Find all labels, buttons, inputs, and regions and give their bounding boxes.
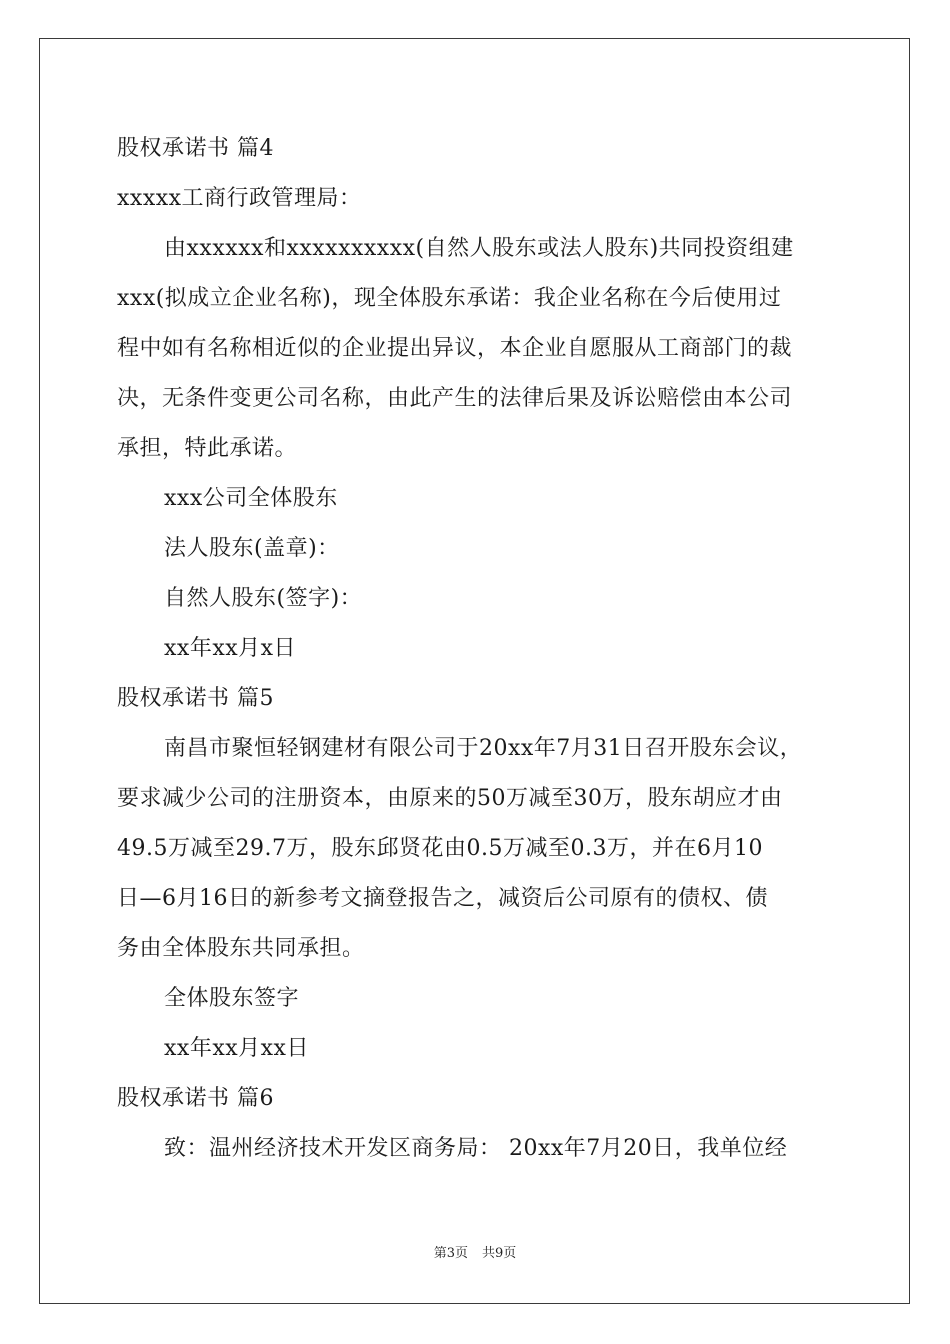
paragraph-line: 由xxxxxx和xxxxxxxxxx(自然人股东或法人股东)共同投资组建 (164, 236, 794, 261)
paragraph-line: 决，无条件变更公司名称，由此产生的法律后果及诉讼赔偿由本公司 (117, 386, 793, 411)
signature-all-shareholders: 全体股东签字 (164, 986, 300, 1011)
paragraph-line: 日—6月16日的新参考文摘登报告之，减资后公司原有的债权、债 (117, 886, 768, 911)
signature-legal-person: 法人股东(盖章)： (164, 536, 340, 561)
addressee-line: xxxxx工商行政管理局： (117, 186, 362, 211)
section-heading-6: 股权承诺书 篇6 (117, 1086, 274, 1111)
signature-date: xx年xx月xx日 (164, 1036, 309, 1061)
paragraph-line: 致：温州经济技术开发区商务局： 20xx年7月20日，我单位经 (164, 1136, 788, 1161)
paragraph-line: 务由全体股东共同承担。 (117, 936, 365, 961)
page-border (39, 38, 910, 1304)
signature-natural-person: 自然人股东(签字)： (164, 586, 363, 611)
section-heading-5: 股权承诺书 篇5 (117, 686, 274, 711)
signature-company: xxx公司全体股东 (164, 486, 338, 511)
page-total: 共9页 (482, 1246, 517, 1261)
paragraph-line: 承担，特此承诺。 (117, 436, 298, 461)
page-number: 第3页 (433, 1246, 468, 1261)
paragraph-line: xxx(拟成立企业名称)，现全体股东承诺：我企业名称在今后使用过 (117, 286, 782, 311)
paragraph-line: 要求减少公司的注册资本，由原来的50万减至30万，股东胡应才由 (117, 786, 783, 811)
signature-date: xx年xx月x日 (164, 636, 297, 661)
paragraph-line: 49.5万减至29.7万，股东邱贤花由0.5万减至0.3万，并在6月10 (117, 836, 763, 861)
paragraph-line: 程中如有名称相近似的企业提出异议，本企业自愿服从工商部门的裁 (117, 336, 793, 361)
paragraph-line: 南昌市聚恒轻钢建材有限公司于20xx年7月31日召开股东会议， (164, 736, 803, 761)
section-heading-4: 股权承诺书 篇4 (117, 136, 274, 161)
page-footer (0, 1245, 950, 1263)
